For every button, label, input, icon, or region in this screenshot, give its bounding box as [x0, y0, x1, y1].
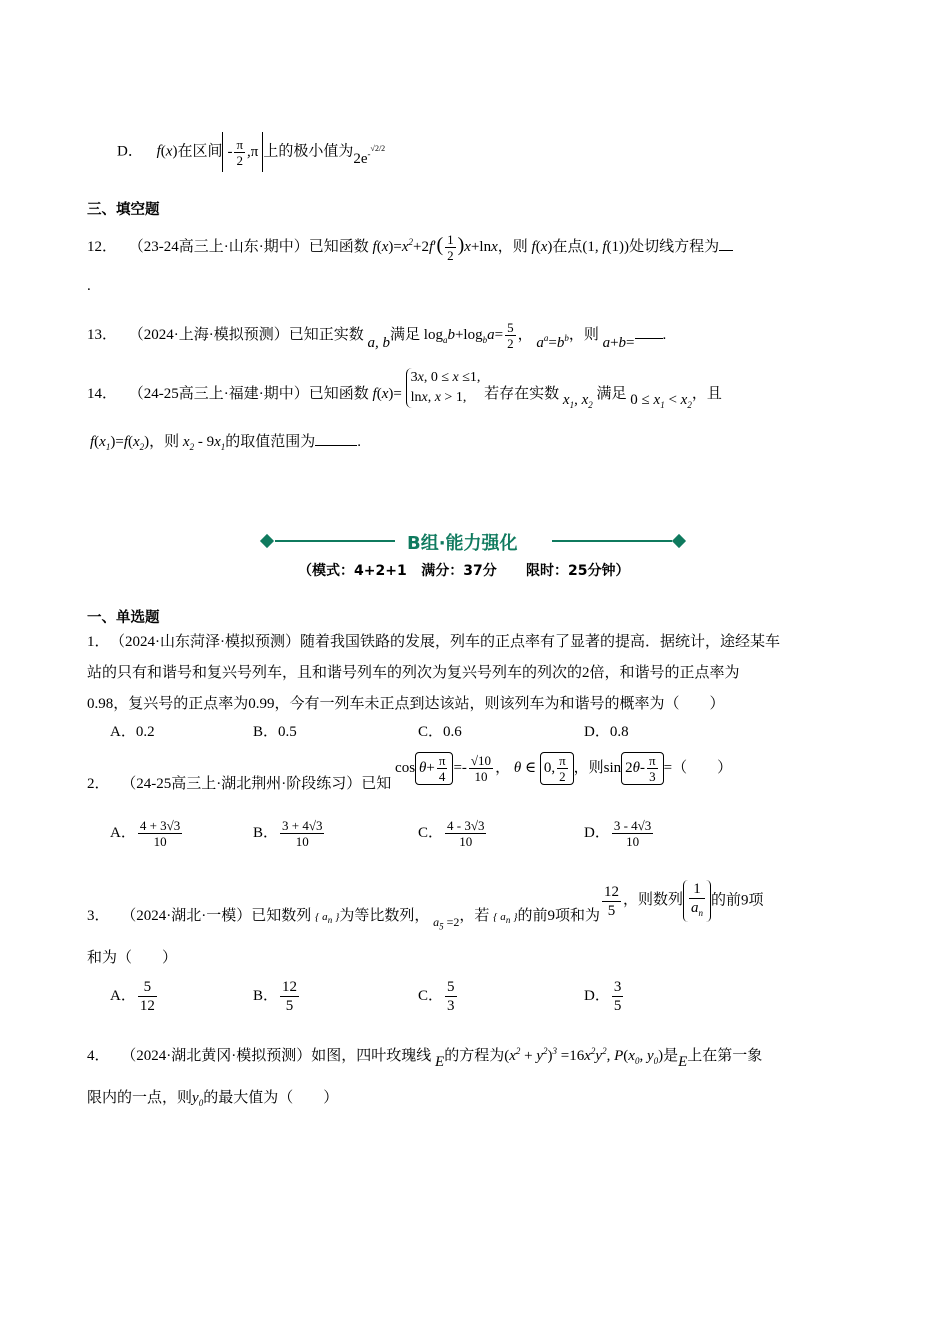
q3-option-b[interactable]: B． $\frac{12}{5}$	[253, 979, 298, 1014]
math-fx: f	[156, 143, 161, 160]
q3-option-d[interactable]: D． $\frac{3}{5}$	[584, 979, 622, 1014]
banner-line-right	[552, 540, 672, 542]
question-1: 1． （2024·山东菏泽·模拟预测）随着我国铁路的发展，列车的正点率有了显著的提高．据统计，途经某车 站的只有和谐号和复兴号列车，且和谐号列车的列次为复兴号列车的列次的2倍，和谐号的正点率为 0.98，复兴号的正点率为0.99，今有一列车未正点到达该站，则该列车为和谐号的概率为（ ）	[87, 634, 781, 712]
answer-blank[interactable]	[635, 338, 663, 339]
q1-option-b[interactable]: B．0.5	[253, 724, 297, 740]
option-d-row: D． f(x)在区间 - $\frac{\pi}{2}$ ,π 上的极小值为$2e^{-√2/2}$	[117, 132, 385, 172]
q2-option-b[interactable]: B． $\frac{3 + 4√3}{10}$	[253, 818, 323, 849]
banner-diamond-right	[672, 534, 686, 548]
question-2: 2． （24-25高三上·湖北荆州·阶段练习）已知 cos θ+ $\frac{\pi}{4}$ =- $\frac{√10}{10}$ ， θ ∈ 0, $\frac{\pi}{2}$ ，则sin 2θ- $\frac{\pi}{3}$ =（ ）	[87, 753, 733, 792]
question-4-line2: 限内的一点，则$y_0$的最大值为（ ）	[87, 1090, 339, 1108]
interval-bracket: - $\frac{\pi}{2}$ ,π	[222, 132, 263, 172]
banner-diamond-left	[260, 534, 274, 548]
answer-blank[interactable]	[315, 445, 357, 446]
banner-title: B组·能力强化	[407, 533, 518, 554]
q2-option-d[interactable]: D． $\frac{3 - 4√3}{10}$	[584, 818, 652, 849]
q3-option-c[interactable]: C． $\frac{5}{3}$	[418, 979, 455, 1014]
question-4: 4． （2024·湖北黄冈·模拟预测）如图，四叶玫瑰线 E的方程为$(x^2 + y^2)^3 =16x^2y^2$, $P(x_0$, $y_0$)是E上在第一象	[87, 1046, 763, 1070]
question-12: 12． （23-24高三上·山东·期中）已知函数 $f(x)=x^2+2f'$( $\frac{1}{2}$ )x+lnx，则 f(x)在点(1, f(1))处切线方程为	[87, 232, 733, 263]
piecewise-function: 3x, 0 ≤ x ≤1, lnx, x > 1,	[406, 368, 481, 408]
question-3-line2: 和为（ ）	[87, 950, 178, 966]
q12-function: $f(x)=x^2+2f'$( $\frac{1}{2}$ )x+lnx	[372, 232, 498, 263]
q3-option-a[interactable]: A． $\frac{5}{12}$	[110, 979, 155, 1014]
section-heading-single-choice: 一、单选题	[87, 610, 160, 626]
question-14-line2: $f(x_1)=f(x_2)$，则 $x_2 - 9x_1$的取值范围为 .	[90, 434, 362, 452]
option-d-label: D．	[117, 143, 143, 160]
question-13: 13． （2024·上海·模拟预测）已知正实数 a, b满足 $\log_ab+\log_ba=$ $\frac{5}{2}$ ， $a^a=b^b$，则 a+b= .	[87, 320, 667, 351]
q1-option-d[interactable]: D．0.8	[584, 724, 629, 740]
section-heading-fill-in: 三、填空题	[87, 202, 160, 218]
question-14: 14． （24-25高三上·福建·期中）已知函数 f(x)= 3x, 0 ≤ x ≤1, lnx, x > 1, 若存在实数 $x_1$, $x_2$ 满足 $0 \le x_1 < x_2$，且	[87, 370, 722, 410]
answer-blank[interactable]	[719, 250, 733, 251]
q2-option-c[interactable]: C． $\frac{4 - 3√3}{10}$	[418, 818, 485, 849]
q12-continuation-dot: .	[87, 278, 91, 294]
q2-option-a[interactable]: A． $\frac{4 + 3√3}{10}$	[110, 818, 181, 849]
q1-option-c[interactable]: C．0.6	[418, 724, 462, 740]
question-3: 3． （2024·湖北·一模）已知数列 $_{\{ a_n \}}$为等比数列， $_{a_5 =2}$，若 $_{\{ a_n \}}$的前9项和为 $\frac{12}{5}$ ，则数列 $\frac{1}{a_n}$ 的前9项	[87, 881, 764, 932]
banner-subtitle: （模式：4+2+1 满分：37分 限时：25分钟）	[298, 563, 630, 579]
q1-option-a[interactable]: A．0.2	[110, 724, 155, 740]
banner-line-left	[275, 540, 395, 542]
